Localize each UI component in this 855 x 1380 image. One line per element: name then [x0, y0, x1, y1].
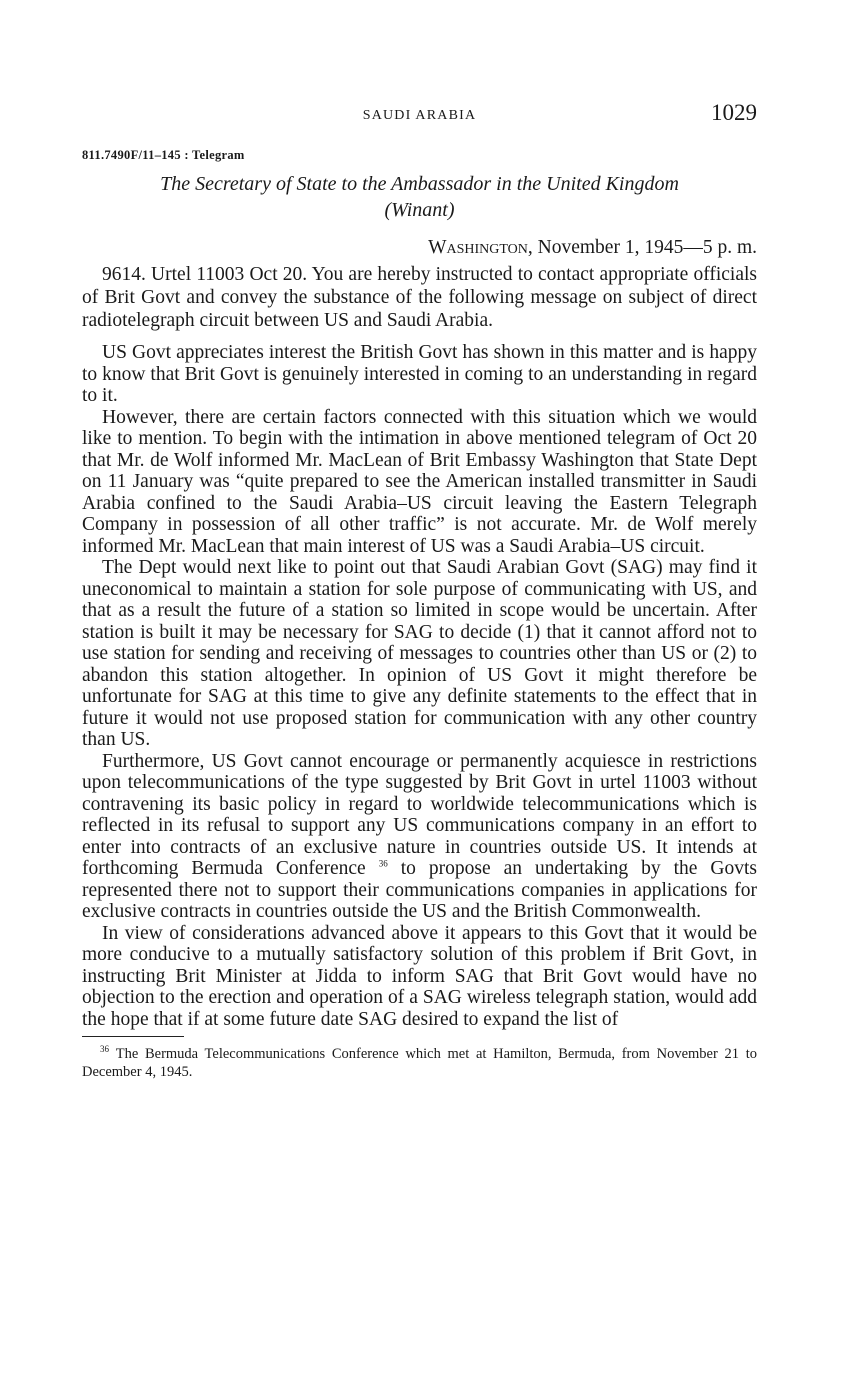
footnote-reference: 36 — [378, 858, 388, 869]
dateline-place: Washington — [428, 237, 528, 258]
paragraph-5-part-2: to propose an undertaking by the Govts represented there not to support their communications companies in applications for exclusive contracts in countries outside the US and the British Commonwealth. — [82, 858, 758, 922]
paragraph-2: US Govt appreciates interest the British Govt has shown in this matter and is happy to know that Brit Govt is genuinely interested in coming to an understanding in regard to it. — [82, 342, 757, 406]
paragraph-1: 9614. Urtel 11003 Oct 20. You are hereby instructed to contact appropriate officials of Brit Govt and convey the substance of the following message on subject of direct radiotelegraph circuit between US and Saudi Arabia. — [82, 264, 757, 331]
running-header — [82, 100, 757, 132]
footnote-divider — [82, 1036, 184, 1037]
paragraph-4: The Dept would next like to point out that Saudi Arabian Govt (SAG) may find it uneconomical to maintain a station for sole purpose of communicating with US, and that as a result the future of a station so limited in scope would be uncertain. After station is built it may be necessary for SAG to decide (1) that it cannot afford not to use station for sending and receiving of messages to countries other than US or (2) to abandon this station altogether. In opinion of US Govt it might therefore be unfortunate for SAG at this time to give any definite statements to the effect that in future it would not use proposed station for communication with any other country than US. — [82, 557, 757, 750]
dateline-date: , November 1, 1945—5 p. m. — [527, 237, 757, 258]
paragraph-gap — [82, 332, 757, 342]
dateline — [82, 235, 757, 261]
page-number: 1029 — [711, 100, 757, 125]
document-title — [82, 171, 757, 223]
document-title-line-1: The Secretary of State to the Ambassador in the United Kingdom — [160, 173, 679, 195]
footnote-text: The Bermuda Telecommunications Conference which met at Hamilton, Bermuda, from November 21 to December 4, 1945. — [82, 1046, 758, 1080]
paragraph-5-part-1: Furthermore, US Govt cannot encourage or permanently acquiesce in restrictions upon telecommunications of the type suggested by Brit Govt in urtel 11003 without contravening its basic policy in regard to worldwide telecommunications which is reflected in its refusal to support any US communications company in an effort to enter into contracts of an exclusive nature in countries outside US. It intends at forthcoming Bermuda Conference — [82, 750, 757, 879]
running-title: SAUDI ARABIA — [362, 108, 477, 123]
document-title-line-2: (Winant) — [384, 199, 455, 221]
file-reference: 811.7490F/11–145 : Telegram — [82, 148, 245, 162]
paragraph-6: In view of considerations advanced above it appears to this Govt that it would be more conducive to a mutually satisfactory solution of this problem if Brit Govt, in instructing Brit Minister at Jidda to inform SAG that Brit Govt would have no objection to the erection and operation of a SAG wireless telegraph station, would add the hope that if at some future date SAG desired to expand the list of — [82, 922, 757, 1030]
paragraph-3: However, there are certain factors connected with this situation which we would like to mention. To begin with the intimation in above mentioned telegram of Oct 20 that Mr. de Wolf informed Mr. MacLean of Brit Embassy Washington that State Dept on 11 January was “quite prepared to see the American installed transmitter in Saudi Arabia confined to the Saudi Arabia–US circuit leaving the Eastern Telegraph Company in possession of all other traffic” is not accurate. Mr. de Wolf merely informed Mr. MacLean that main interest of US was a Saudi Arabia–US circuit. — [82, 406, 757, 557]
footnote-marker: 36 — [100, 1044, 109, 1055]
paragraph-5 — [82, 751, 757, 923]
footnote — [82, 1045, 757, 1081]
document-page — [82, 100, 757, 1081]
